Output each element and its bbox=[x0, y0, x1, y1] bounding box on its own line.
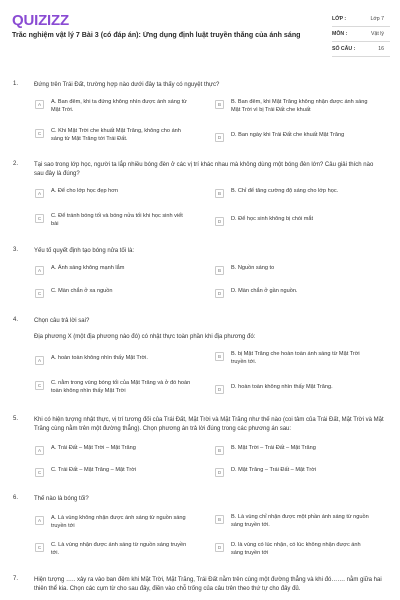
option-c[interactable] bbox=[35, 542, 191, 560]
option-text: C. nằm trong vùng bóng tối của Mặt Trăng và ở đó hoàn toàn không nhìn thấy Mặt Trời bbox=[51, 380, 191, 394]
option-d[interactable] bbox=[215, 384, 371, 402]
option-b[interactable] bbox=[215, 188, 371, 206]
meta-label: LỚP : bbox=[332, 16, 347, 22]
option-c[interactable] bbox=[35, 213, 191, 231]
question-number: 3. bbox=[13, 247, 19, 253]
option-c[interactable] bbox=[35, 128, 191, 146]
option-b[interactable] bbox=[215, 99, 371, 117]
option-text: A. Ánh sáng không mạnh lắm bbox=[51, 265, 125, 271]
meta-subject bbox=[332, 27, 390, 42]
option-key: C bbox=[35, 289, 44, 298]
quizizz-logo: QUIZIZZ bbox=[12, 12, 69, 29]
option-d[interactable] bbox=[215, 288, 371, 306]
option-text: C. Là vùng nhận được ánh sáng từ nguồn sáng truyền tới. bbox=[51, 542, 187, 556]
question-number: 7. bbox=[13, 576, 19, 582]
option-key: A bbox=[35, 100, 44, 109]
option-text: B. Nguồn sáng to bbox=[231, 265, 275, 271]
option-key: A bbox=[35, 356, 44, 365]
option-key: D bbox=[215, 543, 224, 552]
meta-label: MÔN : bbox=[332, 31, 348, 37]
option-key: B bbox=[215, 352, 224, 361]
meta-label: SỐ CÂU : bbox=[332, 46, 356, 52]
question-text: Khi có hiện tượng nhật thực, vị trí tương đối của Trái Đất, Mặt Trời và Mặt Trăng như thế nào (coi tâm của Trái Đất, Mặt Trời và Mặt Trăng cùng nằm trên một đường thẳng). Chọn phương án trả lời đúng trong các phương án sau: bbox=[34, 417, 384, 432]
option-key: D bbox=[215, 468, 224, 477]
option-key: D bbox=[215, 289, 224, 298]
worksheet-header bbox=[0, 0, 400, 66]
option-a[interactable] bbox=[35, 355, 191, 373]
question-text: Đứng trên Trái Đất, trường hợp nào dưới đây ta thấy có nguyệt thực? bbox=[34, 82, 220, 88]
option-text: D. là vùng có lúc nhận, có lúc không nhận được ánh sáng truyền tới bbox=[231, 542, 361, 556]
option-b[interactable] bbox=[215, 445, 371, 463]
meta-value: 16 bbox=[378, 46, 384, 52]
meta-class bbox=[332, 12, 390, 27]
option-key: D bbox=[215, 133, 224, 142]
option-key: B bbox=[215, 515, 224, 524]
option-text: C. Màn chắn ở xa nguồn bbox=[51, 288, 113, 294]
option-text: D. Để học sinh không bị chói mắt bbox=[231, 216, 314, 222]
question-text: Thế nào là bóng tối? bbox=[34, 496, 89, 502]
option-d[interactable] bbox=[215, 132, 371, 150]
option-key: A bbox=[35, 266, 44, 275]
option-text: C. Khi Mặt Trời che khuất Mặt Trăng, không cho ánh sáng từ Mặt Trăng tới Trái Đất. bbox=[51, 128, 181, 142]
option-key: B bbox=[215, 100, 224, 109]
option-text: A. Trái Đất – Mặt Trời – Mặt Trăng bbox=[51, 445, 136, 451]
question-number: 1. bbox=[13, 81, 19, 87]
option-d[interactable] bbox=[215, 216, 371, 234]
question-number: 5. bbox=[13, 416, 19, 422]
option-text: B. Chỉ để tăng cường độ sáng cho lớp học. bbox=[231, 188, 339, 194]
option-text: B. Là vùng chỉ nhận được một phần ánh sáng từ nguồn sáng truyền tới. bbox=[231, 514, 369, 528]
option-text: A. hoàn toàn không nhìn thấy Mặt Trời. bbox=[51, 355, 148, 361]
question-text: Chọn câu trả lời sai? bbox=[34, 318, 90, 324]
option-key: A bbox=[35, 189, 44, 198]
option-text: A. Để cho lớp học đẹp hơn bbox=[51, 188, 119, 194]
option-key: D bbox=[215, 385, 224, 394]
option-d[interactable] bbox=[215, 542, 371, 560]
question-text: Yếu tố quyết định tạo bóng nửa tối là: bbox=[34, 248, 135, 254]
option-text: D. hoàn toàn không nhìn thấy Mặt Trăng. bbox=[231, 384, 333, 390]
question-number: 6. bbox=[13, 495, 19, 501]
option-key: C bbox=[35, 214, 44, 223]
option-c[interactable] bbox=[35, 380, 191, 398]
option-key: C bbox=[35, 381, 44, 390]
option-a[interactable] bbox=[35, 265, 191, 283]
option-text: B. Ban đêm, khi Mặt Trăng không nhận được ánh sáng Mặt Trời vì bị Trái Đất che khuất bbox=[231, 99, 368, 113]
option-c[interactable] bbox=[35, 467, 191, 485]
option-text: A. Là vùng không nhận được ánh sáng từ nguồn sáng truyền tới bbox=[51, 515, 186, 529]
meta-count bbox=[332, 42, 390, 57]
option-key: B bbox=[215, 266, 224, 275]
meta-value: Lớp 7 bbox=[370, 16, 384, 22]
worksheet-title: Trắc nghiệm vật lý 7 Bài 3 (có đáp án): Ứng dụng định luật truyền thẳng của ánh sáng bbox=[12, 31, 301, 39]
option-key: D bbox=[215, 217, 224, 226]
option-text: C. Trái Đất – Mặt Trăng – Mặt Trời bbox=[51, 467, 137, 473]
question-number: 4. bbox=[13, 317, 19, 323]
question-subtext: Địa phương X (một địa phương nào đó) có nhật thực toàn phần khi địa phương đó: bbox=[34, 334, 256, 340]
option-a[interactable] bbox=[35, 188, 191, 206]
option-key: B bbox=[215, 446, 224, 455]
option-key: A bbox=[35, 516, 44, 525]
option-text: B. Mặt Trời – Trái Đất – Mặt Trăng bbox=[231, 445, 316, 451]
option-a[interactable] bbox=[35, 515, 191, 533]
question-number: 2. bbox=[13, 161, 19, 167]
question-text: Tại sao trong lớp học, người ta lắp nhiều bóng đèn ở các vị trí khác nhau mà không dùng một bóng đèn lớn? Câu giải thích nào sau đây là đúng? bbox=[34, 162, 374, 177]
option-text: C. Để tránh bóng tối và bóng nửa tối khi học sinh viết bài bbox=[51, 213, 183, 227]
option-text: D. Ban ngày khi Trái Đất che khuất Mặt Trăng bbox=[231, 132, 345, 138]
option-text: A. Ban đêm, khi ta đứng không nhìn được ánh sáng từ Mặt Trời. bbox=[51, 99, 187, 113]
option-text: B. bị Mặt Trăng che hoàn toàn ánh sáng từ Mặt Trời truyền tới. bbox=[231, 351, 360, 365]
option-key: C bbox=[35, 543, 44, 552]
option-a[interactable] bbox=[35, 99, 191, 117]
option-d[interactable] bbox=[215, 467, 371, 485]
worksheet-meta bbox=[332, 12, 390, 57]
option-b[interactable] bbox=[215, 351, 371, 369]
option-text: D. Màn chắn ở gần nguồn. bbox=[231, 288, 298, 294]
option-c[interactable] bbox=[35, 288, 191, 306]
question-text: Hiện tượng ….. xảy ra vào ban đêm khi Mặt Trời, Mặt Trăng, Trái Đất nằm trên cùng một đường thẳng và khi đó……. nằm giữa hai thiên thể kia. Chọn các cụm từ cho sau đây, điền vào chỗ trống của câu trên theo thứ tự cho đây đủ. bbox=[34, 577, 382, 592]
option-text: D. Mặt Trăng – Trái Đất – Mặt Trời bbox=[231, 467, 317, 473]
option-key: C bbox=[35, 129, 44, 138]
option-key: C bbox=[35, 468, 44, 477]
option-b[interactable] bbox=[215, 514, 371, 532]
meta-value: Vật lý bbox=[371, 31, 384, 37]
option-a[interactable] bbox=[35, 445, 191, 463]
option-key: B bbox=[215, 189, 224, 198]
option-key: A bbox=[35, 446, 44, 455]
option-b[interactable] bbox=[215, 265, 371, 283]
